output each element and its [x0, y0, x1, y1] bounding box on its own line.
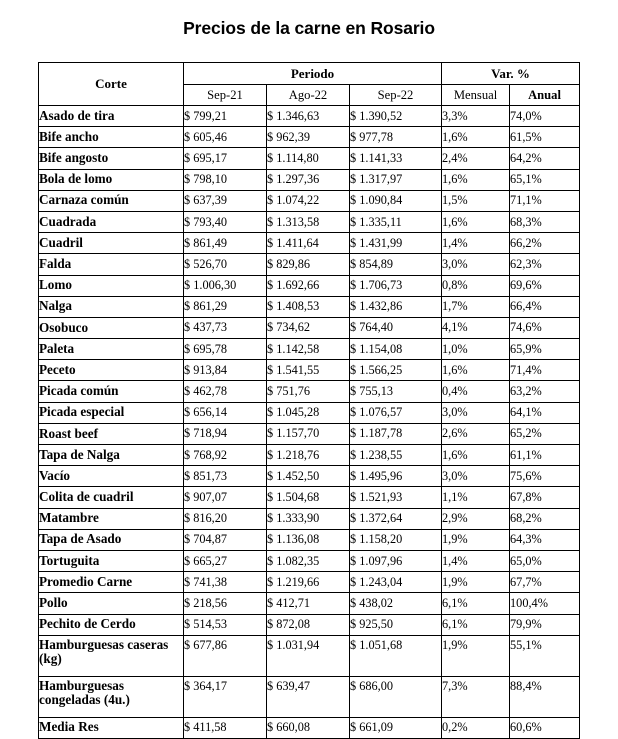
- table-row: [39, 614, 580, 635]
- cell-var-anual: 74,0%: [510, 106, 580, 127]
- table-row: [39, 466, 580, 487]
- cell-price-sep21: $ 695,17: [184, 148, 267, 169]
- cell-price-sep21: $ 514,53: [184, 614, 267, 635]
- cell-price-sep22: $ 977,78: [350, 127, 442, 148]
- cell-cut-name: Tapa de Asado: [39, 529, 184, 550]
- column-header-mensual: Mensual: [442, 85, 510, 106]
- table-row: [39, 508, 580, 529]
- cell-price-sep21: $ 907,07: [184, 487, 267, 508]
- cell-var-anual: 65,2%: [510, 423, 580, 444]
- cell-price-sep21: $ 793,40: [184, 211, 267, 232]
- cell-cut-name: Hamburguesas caseras (kg): [39, 635, 184, 676]
- cell-price-ago22: $ 962,39: [267, 127, 350, 148]
- cell-price-sep22: $ 1.390,52: [350, 106, 442, 127]
- meat-prices-table: [38, 62, 580, 739]
- cell-price-sep21: $ 677,86: [184, 635, 267, 676]
- cell-var-anual: 61,5%: [510, 127, 580, 148]
- cell-cut-name: Promedio Carne: [39, 572, 184, 593]
- table-row: [39, 529, 580, 550]
- cell-price-sep22: $ 1.238,55: [350, 445, 442, 466]
- table-header-group-row: [39, 63, 580, 85]
- cell-price-sep21: $ 704,87: [184, 529, 267, 550]
- cell-price-sep22: $ 1.090,84: [350, 190, 442, 211]
- cell-price-sep21: $ 799,21: [184, 106, 267, 127]
- cell-var-anual: 65,9%: [510, 339, 580, 360]
- table-row: [39, 233, 580, 254]
- cell-var-anual: 66,2%: [510, 233, 580, 254]
- cell-var-mensual: 7,3%: [442, 676, 510, 717]
- table-header: [39, 63, 580, 106]
- cell-price-sep21: $ 526,70: [184, 254, 267, 275]
- table-row: [39, 211, 580, 232]
- cell-price-sep21: $ 411,58: [184, 717, 267, 738]
- cell-price-sep22: $ 1.158,20: [350, 529, 442, 550]
- cell-cut-name: Tortuguita: [39, 550, 184, 571]
- table-row: [39, 550, 580, 571]
- cell-var-anual: 64,1%: [510, 402, 580, 423]
- cell-var-mensual: 1,5%: [442, 190, 510, 211]
- cell-var-mensual: 3,0%: [442, 466, 510, 487]
- table-row: [39, 487, 580, 508]
- table-row: [39, 106, 580, 127]
- table-row: [39, 572, 580, 593]
- cell-cut-name: Hamburguesas congeladas (4u.): [39, 676, 184, 717]
- table-row: [39, 317, 580, 338]
- cell-price-sep21: $ 851,73: [184, 466, 267, 487]
- cell-var-anual: 63,2%: [510, 381, 580, 402]
- column-group-header-variacion: Var. %: [442, 63, 580, 85]
- cell-var-anual: 79,9%: [510, 614, 580, 635]
- cell-var-mensual: 1,9%: [442, 572, 510, 593]
- cell-price-sep21: $ 1.006,30: [184, 275, 267, 296]
- cell-var-mensual: 1,6%: [442, 211, 510, 232]
- column-header-anual: Anual: [510, 85, 580, 106]
- cell-price-ago22: $ 1.411,64: [267, 233, 350, 254]
- table-row: [39, 445, 580, 466]
- cell-cut-name: Pechito de Cerdo: [39, 614, 184, 635]
- cell-price-sep21: $ 741,38: [184, 572, 267, 593]
- cell-price-sep21: $ 695,78: [184, 339, 267, 360]
- cell-price-sep22: $ 1.154,08: [350, 339, 442, 360]
- cell-cut-name: Picada común: [39, 381, 184, 402]
- cell-var-anual: 100,4%: [510, 593, 580, 614]
- cell-price-sep22: $ 1.187,78: [350, 423, 442, 444]
- cell-var-mensual: 1,7%: [442, 296, 510, 317]
- cell-price-sep22: $ 1.372,64: [350, 508, 442, 529]
- cell-price-ago22: $ 1.504,68: [267, 487, 350, 508]
- cell-var-anual: 64,3%: [510, 529, 580, 550]
- column-header-sep22: Sep-22: [350, 85, 442, 106]
- cell-var-anual: 65,0%: [510, 550, 580, 571]
- cell-var-mensual: 2,6%: [442, 423, 510, 444]
- cell-price-ago22: $ 1.218,76: [267, 445, 350, 466]
- cell-price-sep21: $ 913,84: [184, 360, 267, 381]
- cell-var-mensual: 1,6%: [442, 169, 510, 190]
- cell-price-sep21: $ 861,29: [184, 296, 267, 317]
- table-row: [39, 190, 580, 211]
- table-row: [39, 402, 580, 423]
- column-header-sep21: Sep-21: [184, 85, 267, 106]
- cell-price-sep22: $ 764,40: [350, 317, 442, 338]
- cell-var-mensual: 3,0%: [442, 254, 510, 275]
- cell-price-sep22: $ 686,00: [350, 676, 442, 717]
- cell-price-sep22: $ 755,13: [350, 381, 442, 402]
- cell-price-sep22: $ 1.097,96: [350, 550, 442, 571]
- cell-var-anual: 68,2%: [510, 508, 580, 529]
- cell-price-ago22: $ 1.541,55: [267, 360, 350, 381]
- cell-price-sep21: $ 798,10: [184, 169, 267, 190]
- cell-var-mensual: 1,1%: [442, 487, 510, 508]
- column-header-ago22: Ago-22: [267, 85, 350, 106]
- cell-var-anual: 60,6%: [510, 717, 580, 738]
- cell-cut-name: Pollo: [39, 593, 184, 614]
- cell-price-ago22: $ 412,71: [267, 593, 350, 614]
- cell-cut-name: Bola de lomo: [39, 169, 184, 190]
- cell-cut-name: Asado de tira: [39, 106, 184, 127]
- cell-var-mensual: 1,4%: [442, 550, 510, 571]
- column-group-header-periodo: Periodo: [184, 63, 442, 85]
- cell-var-anual: 75,6%: [510, 466, 580, 487]
- cell-price-ago22: $ 1.692,66: [267, 275, 350, 296]
- table-row: [39, 296, 580, 317]
- cell-var-anual: 67,8%: [510, 487, 580, 508]
- cell-cut-name: Peceto: [39, 360, 184, 381]
- price-table-container: [38, 62, 579, 739]
- cell-price-ago22: $ 1.074,22: [267, 190, 350, 211]
- table-body: [39, 106, 580, 739]
- cell-price-sep22: $ 661,09: [350, 717, 442, 738]
- table-row: [39, 635, 580, 676]
- cell-price-sep22: $ 1.431,99: [350, 233, 442, 254]
- cell-price-sep22: $ 1.495,96: [350, 466, 442, 487]
- cell-price-sep22: $ 1.051,68: [350, 635, 442, 676]
- cell-price-ago22: $ 1.452,50: [267, 466, 350, 487]
- cell-var-mensual: 4,1%: [442, 317, 510, 338]
- cell-price-ago22: $ 829,86: [267, 254, 350, 275]
- cell-cut-name: Bife angosto: [39, 148, 184, 169]
- cell-var-mensual: 0,2%: [442, 717, 510, 738]
- cell-var-anual: 71,1%: [510, 190, 580, 211]
- cell-var-anual: 55,1%: [510, 635, 580, 676]
- table-row: [39, 339, 580, 360]
- cell-cut-name: Paleta: [39, 339, 184, 360]
- cell-cut-name: Osobuco: [39, 317, 184, 338]
- cell-var-mensual: 1,9%: [442, 529, 510, 550]
- cell-cut-name: Roast beef: [39, 423, 184, 444]
- table-row: [39, 593, 580, 614]
- cell-var-anual: 88,4%: [510, 676, 580, 717]
- cell-cut-name: Cuadrada: [39, 211, 184, 232]
- cell-price-ago22: $ 1.297,36: [267, 169, 350, 190]
- cell-price-sep22: $ 1.706,73: [350, 275, 442, 296]
- cell-price-ago22: $ 872,08: [267, 614, 350, 635]
- cell-price-sep22: $ 1.335,11: [350, 211, 442, 232]
- cell-price-ago22: $ 1.114,80: [267, 148, 350, 169]
- cell-price-sep22: $ 1.076,57: [350, 402, 442, 423]
- cell-price-sep21: $ 656,14: [184, 402, 267, 423]
- cell-price-ago22: $ 1.157,70: [267, 423, 350, 444]
- cell-price-ago22: $ 1.313,58: [267, 211, 350, 232]
- cell-cut-name: Vacío: [39, 466, 184, 487]
- cell-price-sep22: $ 854,89: [350, 254, 442, 275]
- cell-var-mensual: 1,4%: [442, 233, 510, 254]
- cell-var-anual: 66,4%: [510, 296, 580, 317]
- cell-price-sep22: $ 1.432,86: [350, 296, 442, 317]
- cell-price-sep21: $ 718,94: [184, 423, 267, 444]
- cell-price-ago22: $ 1.045,28: [267, 402, 350, 423]
- cell-price-sep22: $ 1.566,25: [350, 360, 442, 381]
- cell-price-ago22: $ 1.136,08: [267, 529, 350, 550]
- table-row: [39, 275, 580, 296]
- cell-var-anual: 68,3%: [510, 211, 580, 232]
- cell-price-sep21: $ 605,46: [184, 127, 267, 148]
- cell-var-mensual: 2,4%: [442, 148, 510, 169]
- cell-price-ago22: $ 734,62: [267, 317, 350, 338]
- cell-cut-name: Colita de cuadril: [39, 487, 184, 508]
- cell-price-ago22: $ 1.031,94: [267, 635, 350, 676]
- cell-price-sep22: $ 1.521,93: [350, 487, 442, 508]
- cell-price-ago22: $ 660,08: [267, 717, 350, 738]
- cell-var-mensual: 1,9%: [442, 635, 510, 676]
- cell-cut-name: Matambre: [39, 508, 184, 529]
- column-header-corte: Corte: [39, 63, 184, 106]
- cell-price-sep21: $ 861,49: [184, 233, 267, 254]
- cell-var-anual: 69,6%: [510, 275, 580, 296]
- cell-price-sep22: $ 1.317,97: [350, 169, 442, 190]
- cell-var-mensual: 0,4%: [442, 381, 510, 402]
- cell-cut-name: Nalga: [39, 296, 184, 317]
- cell-price-sep21: $ 218,56: [184, 593, 267, 614]
- cell-price-ago22: $ 639,47: [267, 676, 350, 717]
- cell-cut-name: Cuadril: [39, 233, 184, 254]
- cell-price-sep21: $ 816,20: [184, 508, 267, 529]
- cell-price-sep22: $ 438,02: [350, 593, 442, 614]
- cell-var-anual: 74,6%: [510, 317, 580, 338]
- cell-price-sep21: $ 437,73: [184, 317, 267, 338]
- cell-var-mensual: 1,0%: [442, 339, 510, 360]
- cell-var-mensual: 1,6%: [442, 445, 510, 466]
- cell-var-anual: 65,1%: [510, 169, 580, 190]
- table-row: [39, 423, 580, 444]
- cell-price-sep21: $ 637,39: [184, 190, 267, 211]
- page-title: Precios de la carne en Rosario: [183, 18, 435, 38]
- table-row: [39, 254, 580, 275]
- cell-cut-name: Picada especial: [39, 402, 184, 423]
- cell-price-sep21: $ 665,27: [184, 550, 267, 571]
- table-row: [39, 381, 580, 402]
- cell-cut-name: Bife ancho: [39, 127, 184, 148]
- cell-price-sep21: $ 768,92: [184, 445, 267, 466]
- cell-var-mensual: 1,6%: [442, 360, 510, 381]
- table-row: [39, 676, 580, 717]
- cell-price-sep22: $ 925,50: [350, 614, 442, 635]
- cell-cut-name: Media Res: [39, 717, 184, 738]
- cell-price-sep21: $ 364,17: [184, 676, 267, 717]
- cell-price-sep22: $ 1.243,04: [350, 572, 442, 593]
- cell-price-ago22: $ 1.219,66: [267, 572, 350, 593]
- cell-var-anual: 64,2%: [510, 148, 580, 169]
- cell-cut-name: Lomo: [39, 275, 184, 296]
- cell-price-sep22: $ 1.141,33: [350, 148, 442, 169]
- table-row: [39, 717, 580, 738]
- cell-var-anual: 62,3%: [510, 254, 580, 275]
- cell-cut-name: Carnaza común: [39, 190, 184, 211]
- cell-var-mensual: 3,0%: [442, 402, 510, 423]
- cell-price-sep21: $ 462,78: [184, 381, 267, 402]
- table-row: [39, 360, 580, 381]
- cell-var-anual: 71,4%: [510, 360, 580, 381]
- cell-var-mensual: 6,1%: [442, 614, 510, 635]
- cell-var-mensual: 3,3%: [442, 106, 510, 127]
- cell-price-ago22: $ 751,76: [267, 381, 350, 402]
- cell-var-mensual: 1,6%: [442, 127, 510, 148]
- cell-price-ago22: $ 1.082,35: [267, 550, 350, 571]
- cell-var-anual: 61,1%: [510, 445, 580, 466]
- cell-cut-name: Falda: [39, 254, 184, 275]
- cell-cut-name: Tapa de Nalga: [39, 445, 184, 466]
- table-row: [39, 169, 580, 190]
- table-row: [39, 148, 580, 169]
- cell-price-ago22: $ 1.408,53: [267, 296, 350, 317]
- cell-price-ago22: $ 1.333,90: [267, 508, 350, 529]
- cell-price-ago22: $ 1.142,58: [267, 339, 350, 360]
- cell-var-mensual: 2,9%: [442, 508, 510, 529]
- cell-price-ago22: $ 1.346,63: [267, 106, 350, 127]
- cell-var-mensual: 0,8%: [442, 275, 510, 296]
- cell-var-mensual: 6,1%: [442, 593, 510, 614]
- cell-var-anual: 67,7%: [510, 572, 580, 593]
- table-row: [39, 127, 580, 148]
